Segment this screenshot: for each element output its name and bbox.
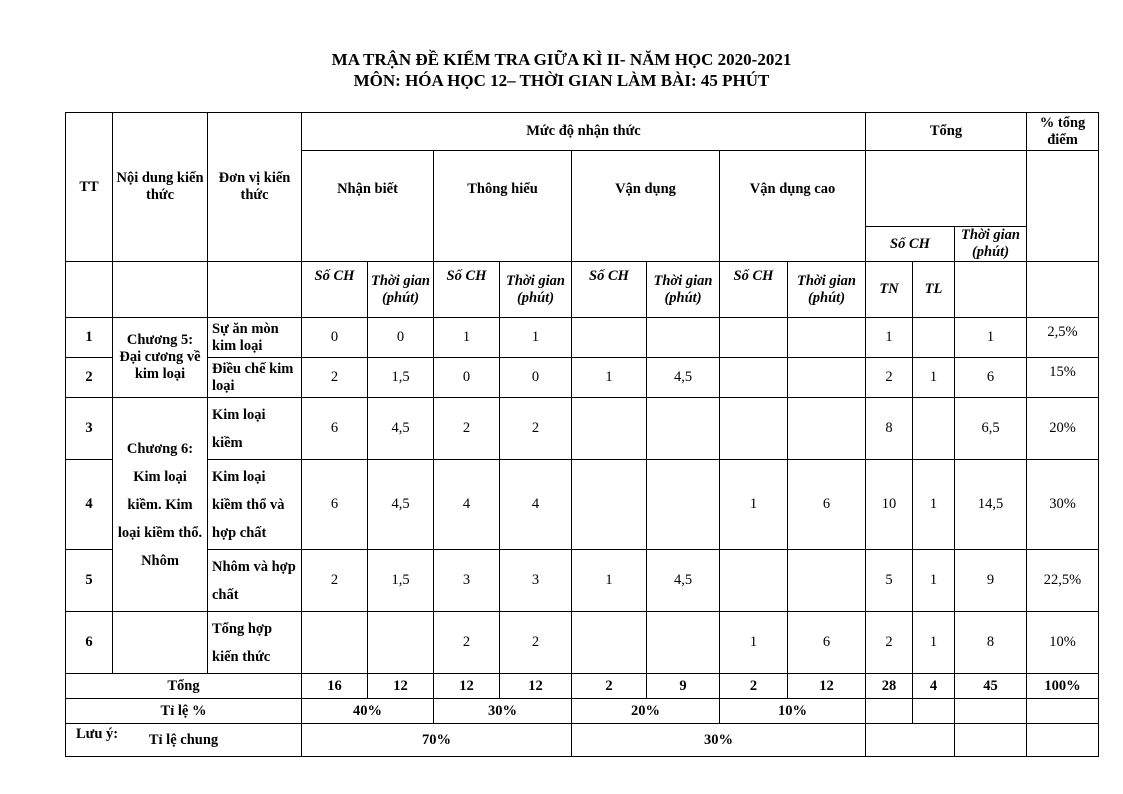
row-tl — [913, 318, 955, 358]
blank-cell — [1027, 724, 1099, 757]
header-vd-so-ch: Số CH — [572, 262, 647, 318]
header-vdc-so-ch: Số CH — [720, 262, 788, 318]
header-vdc-thoi-gian: Thời gian (phút) — [788, 262, 866, 318]
header-nb-thoi-gian: Thời gian (phút) — [368, 262, 434, 318]
row-tg: 6 — [955, 358, 1027, 398]
row-tl: 1 — [913, 612, 955, 674]
row-tl: 1 — [913, 550, 955, 612]
row-th-ch: 1 — [434, 318, 500, 358]
row-tl: 1 — [913, 358, 955, 398]
row-unit: Nhôm và hợp chất — [208, 550, 302, 612]
header-muc-do: Mức độ nhận thức — [302, 113, 866, 151]
row-tn: 2 — [866, 612, 913, 674]
row-nb-tg: 4,5 — [368, 398, 434, 460]
header-row — [66, 262, 1099, 318]
row-nb-tg: 4,5 — [368, 460, 434, 550]
row-vdc-tg — [788, 318, 866, 358]
row-nb-tg: 0 — [368, 318, 434, 358]
row-tl: 1 — [913, 460, 955, 550]
totals-label: Tổng — [66, 674, 302, 699]
row-vdc-ch — [720, 398, 788, 460]
header-tt: TT — [66, 113, 113, 262]
row-tn: 5 — [866, 550, 913, 612]
header-pct-tong-diem: % tổng điểm — [1027, 113, 1099, 151]
totals-tg: 45 — [955, 674, 1027, 699]
totals-vd-tg: 9 — [647, 674, 720, 699]
chapter-6: Chương 6: Kim loại kiềm. Kim loại kiềm thổ. Nhôm — [113, 398, 208, 612]
row-pct: 22,5% — [1027, 550, 1099, 612]
row-tn: 8 — [866, 398, 913, 460]
row-nb-ch: 2 — [302, 550, 368, 612]
table-row — [66, 318, 1099, 358]
row-th-ch: 2 — [434, 612, 500, 674]
totals-pct: 100% — [1027, 674, 1099, 699]
row-vd-ch: 1 — [572, 550, 647, 612]
header-thong-hieu: Thông hiểu — [434, 151, 572, 262]
row-tt: 2 — [66, 358, 113, 398]
header-row — [66, 113, 1099, 151]
row-tt: 5 — [66, 550, 113, 612]
row-vdc-tg — [788, 358, 866, 398]
table-row — [66, 398, 1099, 460]
row-vd-ch — [572, 460, 647, 550]
totals-th-ch: 12 — [434, 674, 500, 699]
row-tn: 10 — [866, 460, 913, 550]
totals-th-tg: 12 — [500, 674, 572, 699]
totals-row — [66, 674, 1099, 699]
ratio-vdc: 10% — [720, 699, 866, 724]
header-van-dung-cao: Vận dụng cao — [720, 151, 866, 262]
row-pct: 10% — [1027, 612, 1099, 674]
row-nb-ch: 6 — [302, 398, 368, 460]
row-th-ch: 4 — [434, 460, 500, 550]
table-row — [66, 612, 1099, 674]
header-don-vi: Đơn vị kiến thức — [208, 113, 302, 262]
blank-cell — [866, 724, 955, 757]
page-title: MA TRẬN ĐỀ KIỂM TRA GIỮA KÌ II- NĂM HỌC 2020-2021 — [331, 50, 792, 69]
row-pct: 20% — [1027, 398, 1099, 460]
row-th-tg: 2 — [500, 612, 572, 674]
header-tong-thoi-gian: Thời gian (phút) — [955, 227, 1027, 262]
overall-ratio-b: 30% — [572, 724, 866, 757]
row-unit: Sự ăn mòn kim loại — [208, 318, 302, 358]
knowledge-matrix-table — [65, 112, 1099, 757]
totals-tl: 4 — [913, 674, 955, 699]
row-vd-ch — [572, 612, 647, 674]
blank-cell — [866, 699, 913, 724]
row-th-tg: 0 — [500, 358, 572, 398]
row-vdc-ch — [720, 318, 788, 358]
row-tg: 8 — [955, 612, 1027, 674]
row-tt: 4 — [66, 460, 113, 550]
ratio-th: 30% — [434, 699, 572, 724]
header-th-so-ch: Số CH — [434, 262, 500, 318]
ratio-vd: 20% — [572, 699, 720, 724]
overall-ratio-a: 70% — [302, 724, 572, 757]
header-pct-blank — [1027, 151, 1099, 262]
row-nb-ch: 0 — [302, 318, 368, 358]
overall-ratio-label: Tỉ lệ chung — [66, 724, 302, 757]
row-tl — [913, 398, 955, 460]
row-vdc-tg — [788, 398, 866, 460]
header-tn: TN — [866, 262, 913, 318]
totals-tn: 28 — [866, 674, 913, 699]
row-vd-tg: 4,5 — [647, 550, 720, 612]
row-vd-ch — [572, 398, 647, 460]
header-nhan-biet: Nhận biết — [302, 151, 434, 262]
row-tn: 2 — [866, 358, 913, 398]
blank-cell — [113, 262, 208, 318]
row-vd-tg: 4,5 — [647, 358, 720, 398]
header-tong-so-ch: Số CH — [866, 227, 955, 262]
blank-cell — [955, 699, 1027, 724]
header-vd-thoi-gian: Thời gian (phút) — [647, 262, 720, 318]
row-vd-tg — [647, 318, 720, 358]
totals-vd-ch: 2 — [572, 674, 647, 699]
row-tg: 6,5 — [955, 398, 1027, 460]
row-vdc-tg: 6 — [788, 612, 866, 674]
blank-cell — [913, 699, 955, 724]
row-tt: 1 — [66, 318, 113, 358]
header-van-dung: Vận dụng — [572, 151, 720, 262]
blank-cell — [66, 262, 113, 318]
row-tt: 6 — [66, 612, 113, 674]
row-vdc-tg: 6 — [788, 460, 866, 550]
header-tong-blank — [866, 151, 1027, 227]
totals-vdc-tg: 12 — [788, 674, 866, 699]
row-tg: 14,5 — [955, 460, 1027, 550]
row-th-tg: 3 — [500, 550, 572, 612]
blank-cell — [955, 724, 1027, 757]
row-unit: Kim loại kiềm — [208, 398, 302, 460]
row-tg: 9 — [955, 550, 1027, 612]
row-nb-ch — [302, 612, 368, 674]
row-th-tg: 2 — [500, 398, 572, 460]
row-th-ch: 3 — [434, 550, 500, 612]
row-tt: 3 — [66, 398, 113, 460]
note-label: Lưu ý: — [76, 726, 119, 742]
blank-cell — [208, 262, 302, 318]
row-th-tg: 4 — [500, 460, 572, 550]
row-nb-tg — [368, 612, 434, 674]
row-vdc-ch — [720, 358, 788, 398]
row-vd-ch: 1 — [572, 358, 647, 398]
row-nb-ch: 6 — [302, 460, 368, 550]
row-th-ch: 0 — [434, 358, 500, 398]
row-unit: Kim loại kiềm thổ và hợp chất — [208, 460, 302, 550]
table-row — [66, 460, 1099, 550]
header-tl: TL — [913, 262, 955, 318]
totals-nb-ch: 16 — [302, 674, 368, 699]
totals-vdc-ch: 2 — [720, 674, 788, 699]
totals-nb-tg: 12 — [368, 674, 434, 699]
ratio-row — [66, 699, 1099, 724]
row-vd-tg — [647, 460, 720, 550]
table-row — [66, 550, 1099, 612]
row-unit: Điều chế kim loại — [208, 358, 302, 398]
blank-cell — [1027, 699, 1099, 724]
row-nb-tg: 1,5 — [368, 358, 434, 398]
row-nb-tg: 1,5 — [368, 550, 434, 612]
row-vdc-ch: 1 — [720, 460, 788, 550]
header-tong: Tổng — [866, 113, 1027, 151]
row-tg: 1 — [955, 318, 1027, 358]
table-row — [66, 358, 1099, 398]
blank-cell — [955, 262, 1027, 318]
row-vd-tg — [647, 612, 720, 674]
ratio-label: Tỉ lệ % — [66, 699, 302, 724]
row-vd-tg — [647, 398, 720, 460]
row-unit: Tổng hợp kiến thức — [208, 612, 302, 674]
header-th-thoi-gian: Thời gian (phút) — [500, 262, 572, 318]
row-tn: 1 — [866, 318, 913, 358]
overall-ratio-row — [66, 724, 1099, 757]
row-vdc-tg — [788, 550, 866, 612]
row-vd-ch — [572, 318, 647, 358]
header-noi-dung: Nội dung kiến thức — [113, 113, 208, 262]
page-subtitle: MÔN: HÓA HỌC 12– THỜI GIAN LÀM BÀI: 45 PHÚT — [353, 71, 770, 90]
row-th-tg: 1 — [500, 318, 572, 358]
row-vdc-ch: 1 — [720, 612, 788, 674]
row-pct: 15% — [1027, 358, 1099, 398]
chapter-5: Chương 5: Đại cương về kim loại — [113, 318, 208, 398]
row-pct: 30% — [1027, 460, 1099, 550]
blank-cell — [113, 612, 208, 674]
row-th-ch: 2 — [434, 398, 500, 460]
header-nb-so-ch: Số CH — [302, 262, 368, 318]
row-pct: 2,5% — [1027, 318, 1099, 358]
blank-cell — [1027, 262, 1099, 318]
row-nb-ch: 2 — [302, 358, 368, 398]
ratio-nb: 40% — [302, 699, 434, 724]
row-vdc-ch — [720, 550, 788, 612]
